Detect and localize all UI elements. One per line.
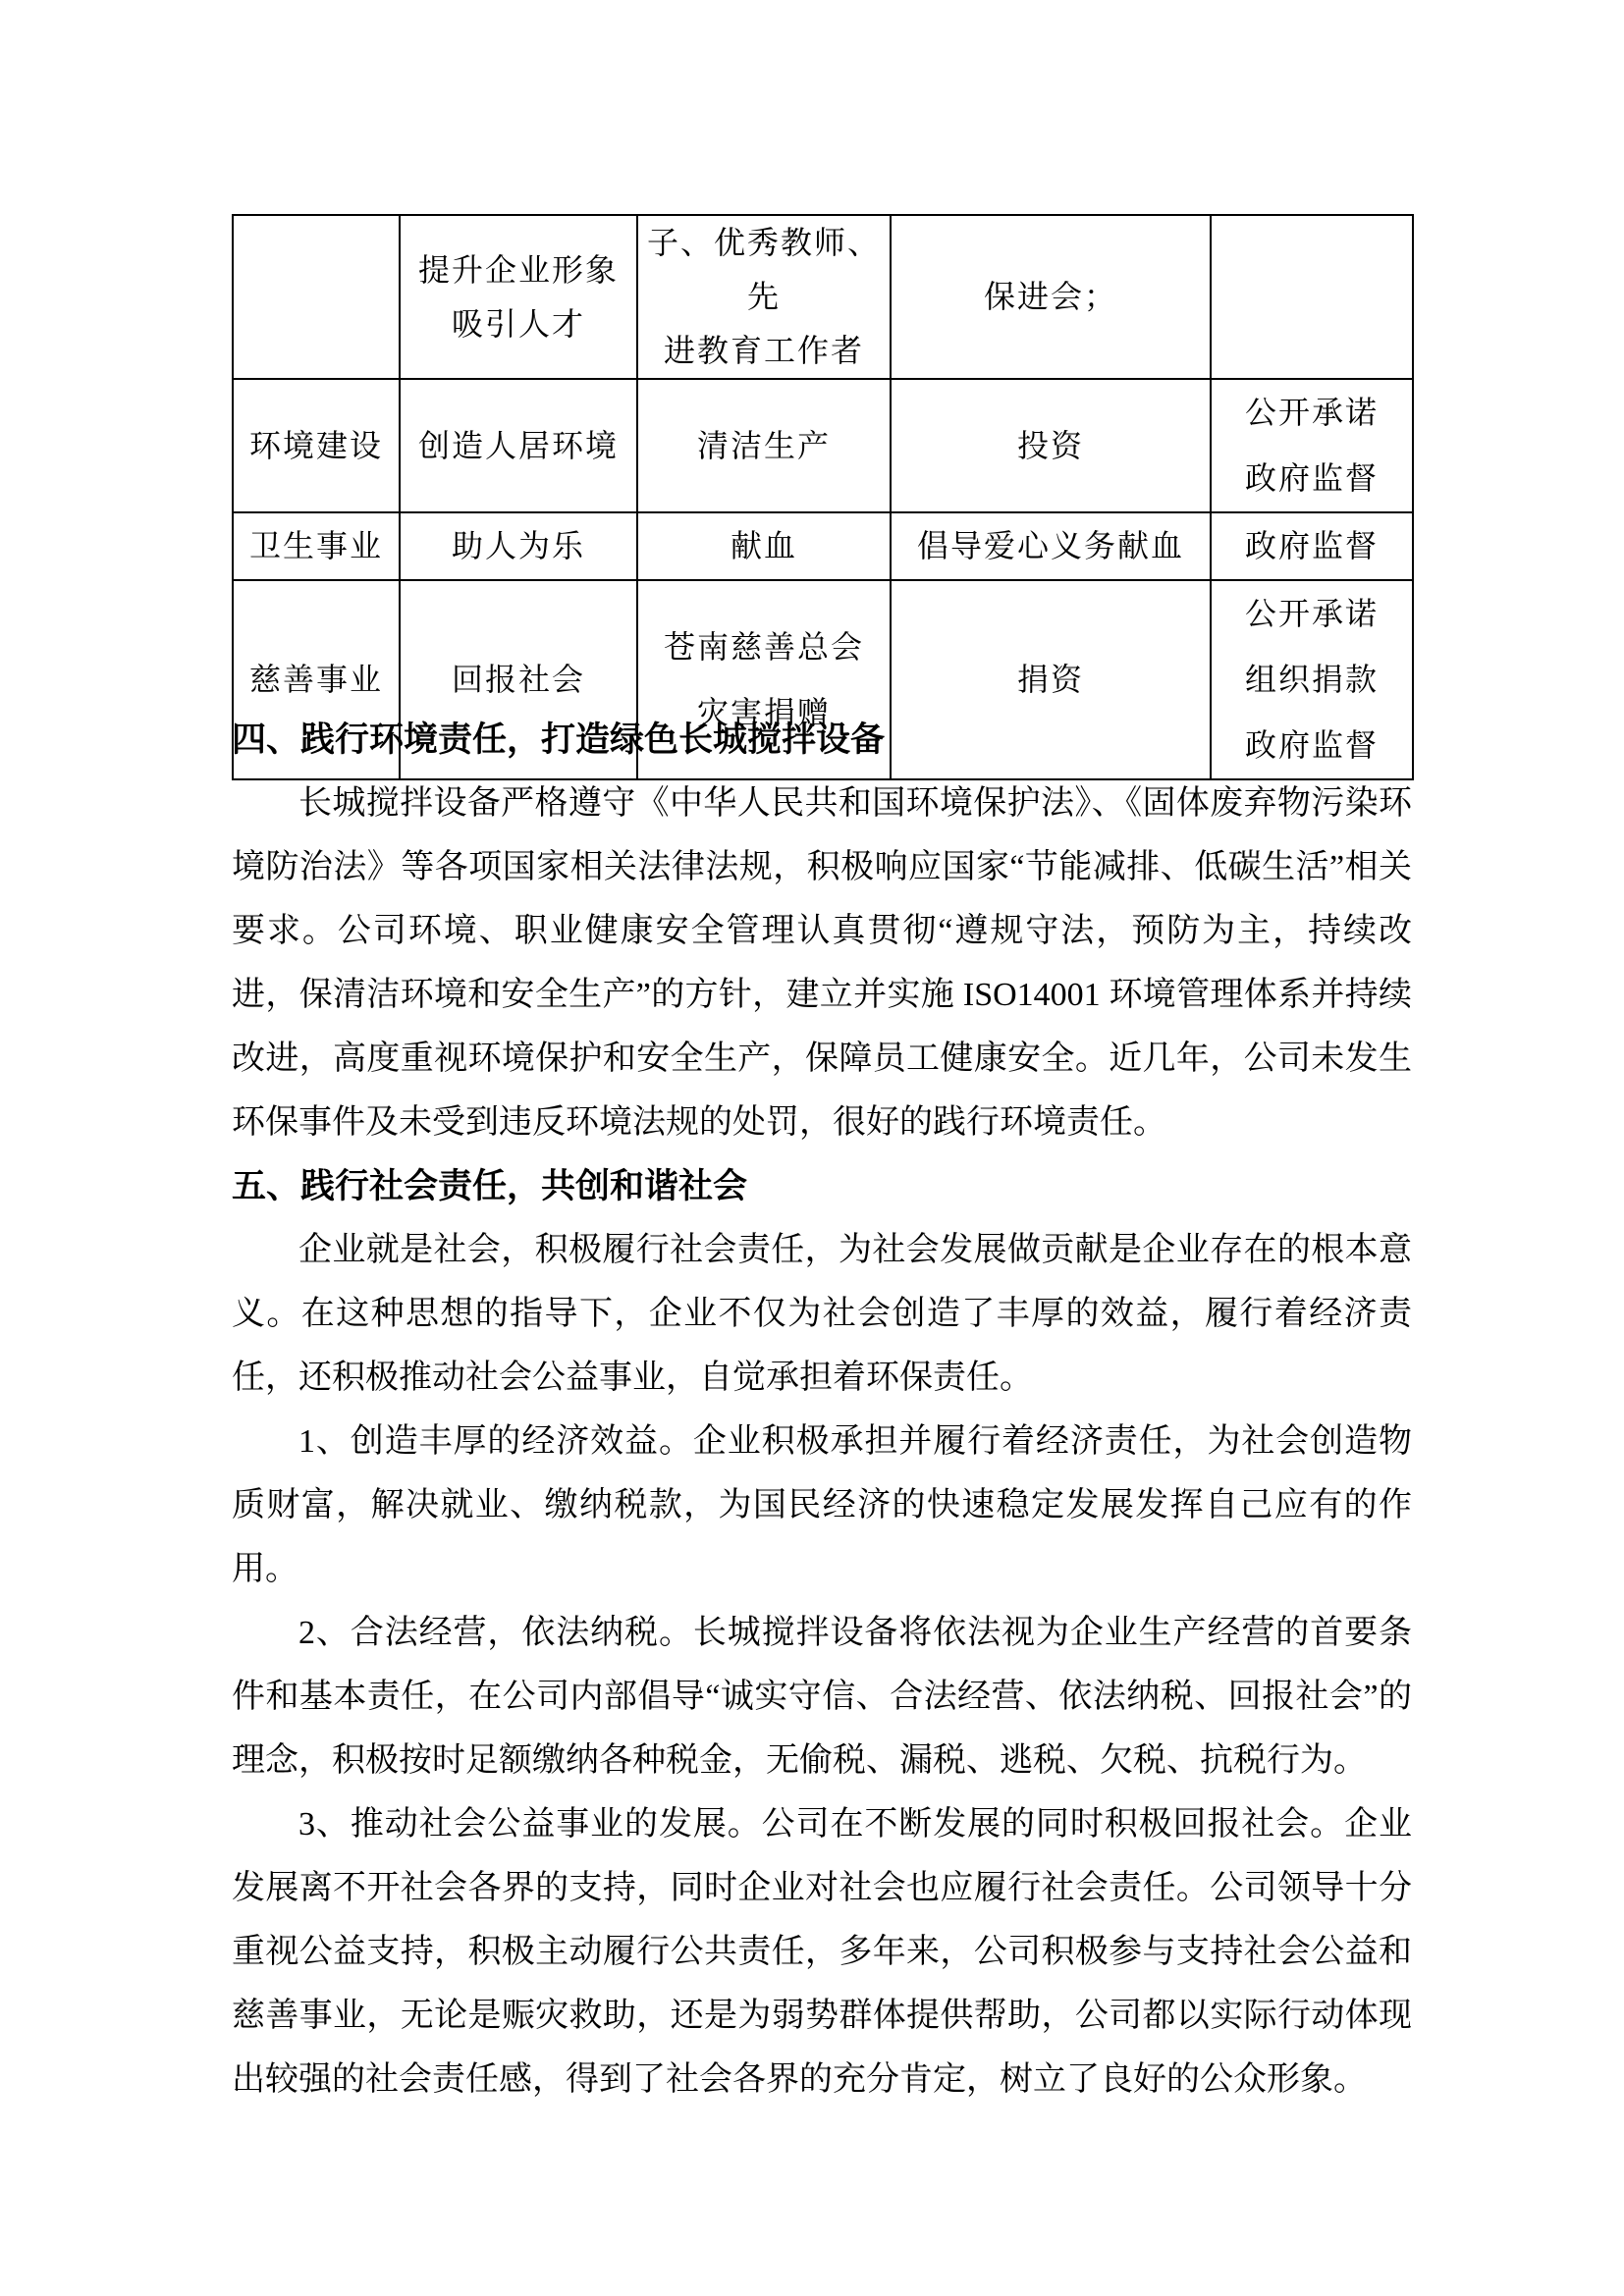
table-cell-line: 组织捐款: [1244, 662, 1379, 697]
table-cell: [1211, 512, 1413, 580]
table-cell-line: 献血: [730, 528, 797, 563]
section-heading-society: 五、践行社会责任，共创和谐社会: [232, 1167, 748, 1205]
table-cell-line: 环境建设: [248, 427, 383, 463]
table-cell: [400, 215, 637, 379]
table-cell: [891, 379, 1211, 512]
table-row: [233, 215, 1413, 379]
table-cell-line: 公开承诺: [1244, 596, 1379, 631]
table-cell-line: 倡导爱心义务献血: [916, 528, 1184, 563]
table-cell-line: 灾害捐赠: [696, 694, 831, 730]
table-row: [233, 379, 1413, 512]
paragraph-society-item-3: 3、推动社会公益事业的发展。公司在不断发展的同时积极回报社会。企业发展离不开社会各界的支持，同时企业对社会也应履行社会责任。公司领导十分重视公益支持，积极主动履行公共责任，多年来，公司积极参与支持社会公益和慈善事业，无论是赈灾救助，还是为弱势群体提供帮助，公司都以实际行动体现出较强的社会责任感，得到了社会各界的充分肯定，树立了良好的公众形象。: [232, 1806, 1412, 2098]
table-cell: [891, 215, 1211, 379]
table-cell-line: 助人为乐: [451, 528, 585, 563]
responsibility-table: [232, 214, 1414, 780]
table-cell-line: 创造人居环境: [417, 427, 619, 463]
table-cell-line: 吸引人才: [451, 305, 585, 342]
table-cell: [233, 512, 400, 580]
table-cell-line: 子、优秀教师、先: [646, 225, 881, 314]
table-cell-line: 提升企业形象: [417, 251, 619, 288]
table-cell-line: 捐资: [1016, 662, 1084, 697]
section-heading-environment: 四、践行环境责任，打造绿色长城搅拌设备: [232, 721, 886, 759]
paragraph-society-item-1: 1、创造丰厚的经济效益。企业积极承担并履行着经济责任，为社会创造物质财富，解决就业、缴纳税款，为国民经济的快速稳定发展发挥自己应有的作用。: [232, 1423, 1412, 1587]
table-row: [233, 512, 1413, 580]
table-cell: [1211, 215, 1413, 379]
table-cell: [637, 215, 891, 379]
table-cell-line: 政府监督: [1244, 727, 1379, 763]
table-cell-line: 苍南慈善总会: [663, 628, 864, 665]
table-cell: [891, 512, 1211, 580]
table-cell-line: 卫生事业: [248, 528, 383, 563]
table-cell: [637, 379, 891, 512]
table-cell: [637, 512, 891, 580]
table-cell-line: 政府监督: [1244, 528, 1379, 563]
table-cell-line: 保进会；: [983, 279, 1117, 314]
table-cell-line: 慈善事业: [248, 662, 383, 697]
document-body: [232, 708, 1412, 2111]
paragraph-society-item-2: 2、合法经营，依法纳税。长城搅拌设备将依法视为企业生产经营的首要条件和基本责任，在公司内部倡导“诚实守信、合法经营、依法纳税、回报社会”的理念，积极按时足额缴纳各种税金，无偷税、漏税、逃税、欠税、抗税行为。: [232, 1615, 1412, 1779]
table-cell-line: 政府监督: [1244, 460, 1379, 496]
table-cell: [400, 512, 637, 580]
table-cell-line: 投资: [1016, 427, 1084, 463]
paragraph-environment: 长城搅拌设备严格遵守《中华人民共和国环境保护法》、《固体废弃物污染环境防治法》等各项国家相关法律法规，积极响应国家“节能减排、低碳生活”相关要求。公司环境、职业健康安全管理认真贯彻“遵规守法，预防为主，持续改进，保清洁环境和安全生产”的方针，建立并实施 ISO14001 环境管理体系并持续改进，高度重视环境保护和安全生产，保障员工健康安全。近几年，公司未发生环保事件及未受到违反环境法规的处罚，很好的践行环境责任。: [232, 785, 1412, 1141]
table-cell-line: 回报社会: [451, 662, 585, 697]
table-cell: [233, 379, 400, 512]
table-cell: [1211, 379, 1413, 512]
table-cell-line: 公开承诺: [1244, 395, 1379, 430]
table-cell: [233, 215, 400, 379]
table-cell-line: 进教育工作者: [663, 333, 864, 368]
paragraph-society-intro: 企业就是社会，积极履行社会责任，为社会发展做贡献是企业存在的根本意义。在这种思想的指导下，企业不仅为社会创造了丰厚的效益，履行着经济责任，还积极推动社会公益事业，自觉承担着环保责任。: [232, 1232, 1412, 1396]
table-cell: [400, 379, 637, 512]
table-cell-line: 清洁生产: [696, 427, 831, 463]
